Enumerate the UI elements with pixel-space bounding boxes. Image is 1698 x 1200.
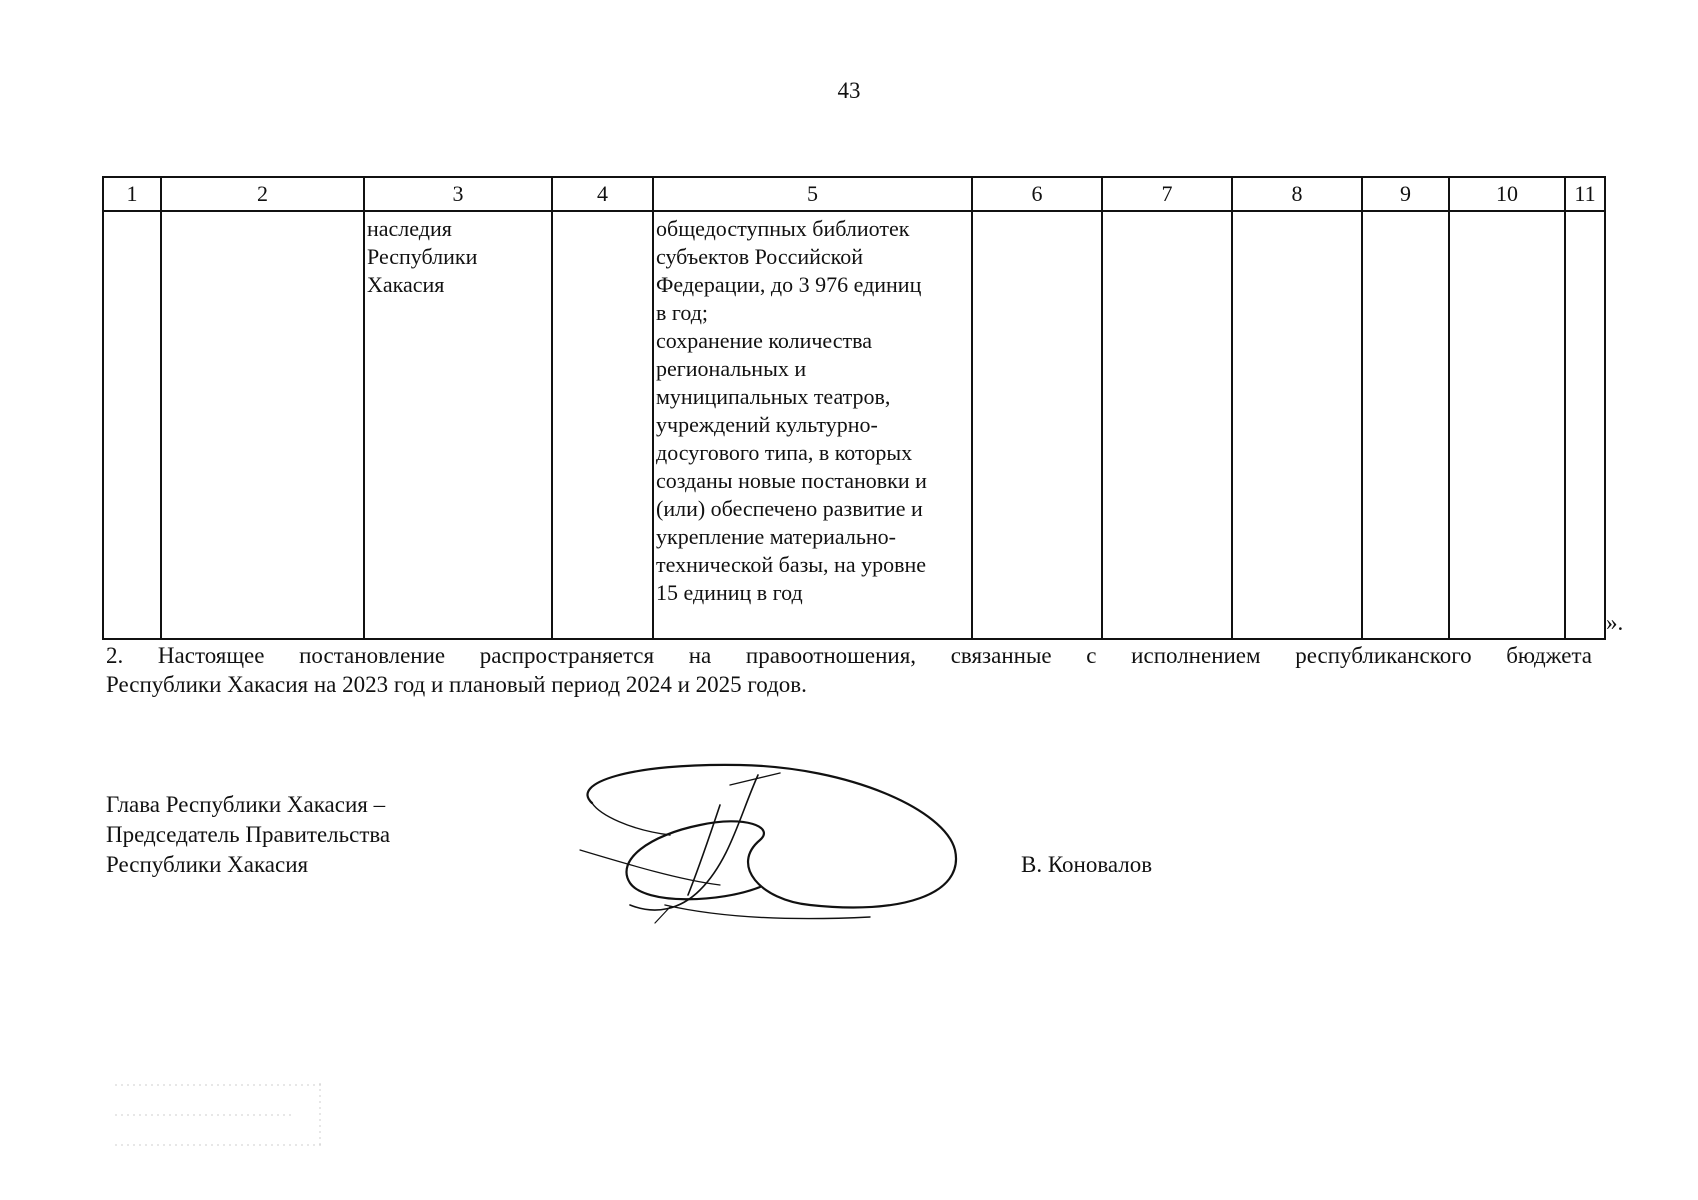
budget-table — [102, 176, 1606, 640]
cell-col11 — [1565, 211, 1605, 639]
paragraph-line: 2. Настоящее постановление распространяется на правоотношения, связанные с исполнением республиканского бюджета — [106, 643, 1592, 668]
column-header-6: 6 — [972, 177, 1102, 211]
cell-col4 — [552, 211, 653, 639]
cell-col5-line: субъектов Российской — [656, 244, 864, 269]
table-header-row — [103, 177, 1605, 211]
signatory-position — [106, 790, 390, 880]
page-number: 43 — [837, 78, 861, 103]
cell-col7 — [1102, 211, 1232, 639]
cell-col5-line: созданы новые постановки и — [656, 468, 927, 493]
column-header-9: 9 — [1362, 177, 1449, 211]
cell-col5-line: технической базы, на уровне — [656, 552, 927, 577]
cell-col9 — [1362, 211, 1449, 639]
cell-col5 — [653, 211, 972, 639]
closing-quote-mark: ». — [1606, 610, 1624, 635]
cell-col5-line: региональных и — [656, 356, 807, 381]
cell-col5-line: учреждений культурно- — [656, 412, 878, 437]
cell-col3-line: Хакасия — [367, 272, 445, 297]
cell-col5-line: Федерации, до 3 976 единиц — [656, 272, 922, 297]
column-header-5: 5 — [653, 177, 972, 211]
cell-col5-line: общедоступных библиотек — [656, 216, 910, 241]
cell-col5-line: (или) обеспечено развитие и — [656, 496, 923, 521]
cell-col2 — [161, 211, 364, 639]
column-header-3: 3 — [364, 177, 552, 211]
column-header-11: 11 — [1565, 177, 1605, 211]
signatory-position-line: Республики Хакасия — [106, 852, 309, 877]
cell-col3 — [364, 211, 552, 639]
cell-col5-line: в год; — [656, 300, 709, 325]
column-header-1: 1 — [103, 177, 161, 211]
cell-col6 — [972, 211, 1102, 639]
cell-col5-line: муниципальных театров, — [656, 384, 891, 409]
cell-col1 — [103, 211, 161, 639]
column-header-8: 8 — [1232, 177, 1362, 211]
signatory-position-line: Председатель Правительства — [106, 822, 391, 847]
signer-name: В. Коновалов — [1021, 852, 1153, 877]
paragraph-line: Республики Хакасия на 2023 год и плановый период 2024 и 2025 годов. — [106, 672, 807, 697]
cell-col3-line: наследия — [367, 216, 452, 241]
cell-col5-line: 15 единиц в год — [656, 580, 803, 605]
table-row — [103, 211, 1605, 639]
column-header-10: 10 — [1449, 177, 1565, 211]
column-header-2: 2 — [161, 177, 364, 211]
column-header-4: 4 — [552, 177, 653, 211]
cell-col8 — [1232, 211, 1362, 639]
cell-col5-line: досугового типа, в которых — [656, 440, 913, 465]
handwritten-signature — [570, 755, 970, 925]
cell-col5-line: сохранение количества — [656, 328, 872, 353]
column-header-7: 7 — [1102, 177, 1232, 211]
paragraph-2 — [106, 641, 1592, 699]
faint-stamp-mark — [105, 1075, 335, 1155]
signatory-position-line: Глава Республики Хакасия – — [106, 792, 386, 817]
cell-col5-line: укрепление материально- — [656, 524, 896, 549]
cell-col3-line: Республики — [367, 244, 478, 269]
cell-col10 — [1449, 211, 1565, 639]
